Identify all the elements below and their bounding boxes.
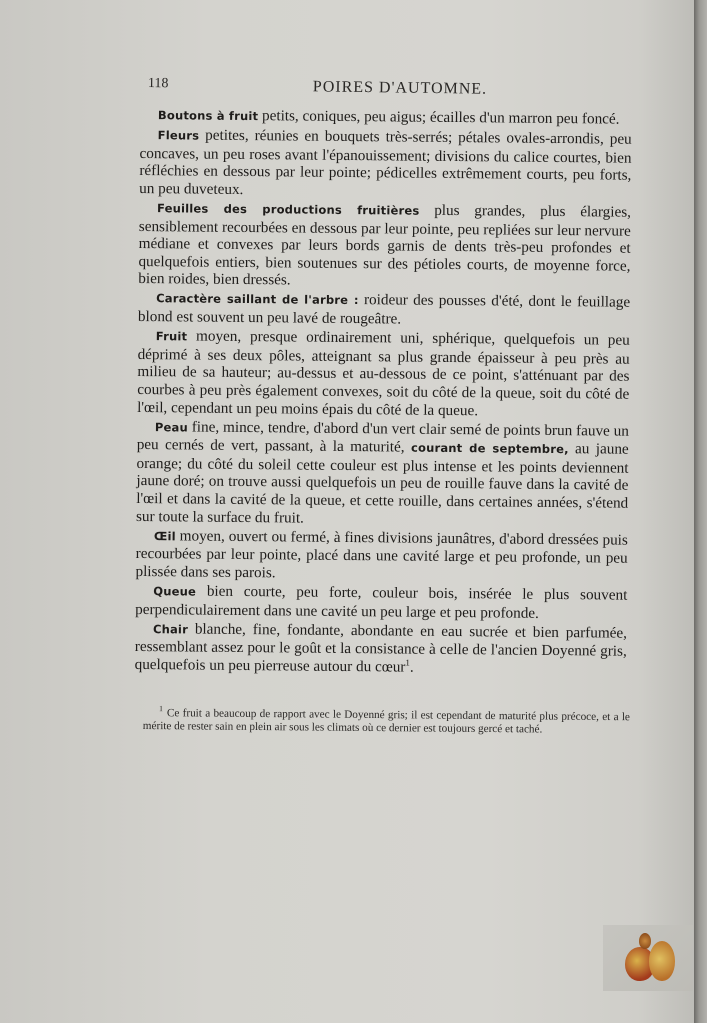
footnote [142, 704, 630, 738]
paragraph-text: petites, réunies en bouquets très-serrés; pétales ovales-arrondis, peu concaves, un peu roses avant l'épanouissement; divisions du calice courtes, bien réfléchies en dessous par leur pointe; pédicelles extrêmement courts, peu forts, un peu duveteux. [139, 126, 632, 198]
paragraph-fruit [137, 327, 630, 421]
footnote-mark: 1 [158, 704, 164, 714]
paragraph-chair [135, 620, 627, 679]
description-body [135, 106, 632, 680]
paragraph-end: . [409, 658, 414, 676]
page-number: 118 [147, 76, 169, 92]
term-label: Fleurs [157, 128, 200, 143]
paragraph-oeil [135, 527, 627, 586]
term-label: Queue [153, 584, 197, 599]
page-header [148, 76, 638, 105]
paragraph-text: blanche, fine, fondante, abondante en eau sucrée et bien parfumée, ressemblant assez pour le goût et la consistance à celle de l'ancien Doyenné gris, quelquefois un peu pierreuse autour du cœur [134, 620, 628, 676]
term-label: Chair [152, 621, 189, 637]
pear-shape [639, 933, 651, 949]
term-label: Œil [153, 528, 176, 544]
term-label: Peau [154, 419, 188, 435]
paragraph-feuilles [138, 199, 631, 293]
paragraph-text: fine, mince, tendre, d'abord d'un vert clair semé de points brun fauve un peu cernés de vert, passant, à la maturité, [136, 418, 629, 456]
inline-term-label: courant de septembre, [410, 440, 569, 457]
book-binding-edge [694, 0, 707, 1023]
paragraph-caractere [138, 289, 630, 330]
pear-shape [649, 941, 675, 981]
paragraph-text: petits, coniques, peu aigus; écailles d'un marron peu foncé. [258, 107, 620, 128]
term-label: Boutons à fruit [157, 108, 259, 124]
paragraph-queue [135, 582, 627, 623]
paragraph-text: moyen, presque ordinairement uni, sphérique, quelquefois un peu déprimé à ses deux pôles, atteignant sa plus grande épaisseur à peu près au milieu de sa hauteur; au-dessus et au-dessous de ce point, s'atténuant par des courbes à peu près également convexes, soit du côté de la queue, soit du côté de l'œil, cependant un peu moins épais du côté de la queue. [137, 327, 630, 419]
paragraph-text: bien courte, peu forte, couleur bois, insérée le plus souvent perpendiculairement dans une cavité un peu large et peu profonde. [135, 582, 628, 622]
paragraph-peau [136, 418, 629, 530]
paragraph-text: roideur des pousses d'été, dont le feuillage blond est souvent un peu lavé de rougeâtre. [137, 291, 631, 328]
running-title: POIRES D'AUTOMNE. [312, 78, 488, 98]
term-label: Feuilles des productions fruitières [156, 201, 420, 218]
pear-illustration-icon [603, 925, 693, 991]
paragraph-text: plus grandes, plus élargies, sensiblement recourbées en dessous par leur pointe, peu repliées sur leur nervure médiane et convexes par leurs bords garnis de dents très-peu profondes et quelquefois entiers, bien soutenues sur des pétioles courts, de moyenne force, bien roides, bien dressés. [138, 201, 632, 289]
term-label: Caractère saillant de l'arbre : [156, 291, 359, 308]
paragraph-text: au jaune orange; du côté du soleil cette couleur est plus intense et les points deviennent jaune doré; on trouve aussi quelquefois un peu de rouille fauve dans la cavité de l'œil et dans la cavité de la queue, et cette rouille, dans certaines années, s'étend sur toute la surface du fruit. [135, 440, 629, 527]
paragraph-text: moyen, ouvert ou fermé, à fines divisions jaunâtres, d'abord dressées puis recourbées par leur pointe, placé dans une cavité large et peu profonde, un peu plissée dans ses parois. [135, 527, 628, 582]
footnote-text: Ce fruit a beaucoup de rapport avec le Doyenné gris; il est cependant de maturité plus précoce, et a le mérite de rester sain en plein air sous les climats où ce dernier est toujours gercé et taché. [142, 707, 630, 736]
term-label: Fruit [155, 329, 188, 344]
paragraph-fleurs [139, 126, 632, 202]
footnote-reference: 1 [405, 657, 410, 668]
